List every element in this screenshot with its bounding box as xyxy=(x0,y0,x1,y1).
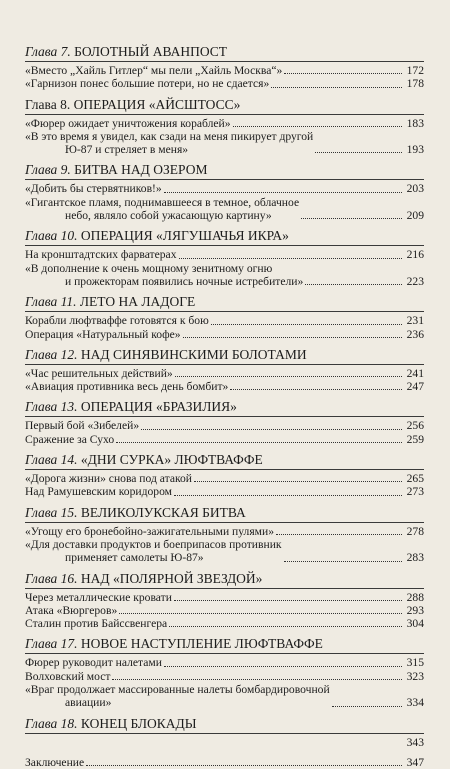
page-number: 241 xyxy=(406,366,424,380)
chapter-number: Глава 10. xyxy=(25,228,78,244)
entry-text-line: «Фюрер ожидает уничтожения кораблей» xyxy=(25,116,231,130)
entry-text xyxy=(25,604,117,617)
chapter-title: НАД «ПОЛЯРНОЙ ЗВЕЗДОЙ» xyxy=(80,570,263,586)
page-number: 304 xyxy=(406,617,424,631)
entry-text xyxy=(25,617,167,630)
chapter-number: Глава 16. xyxy=(25,570,78,586)
entry-text-continuation: небо, являло собой ужасающую картину» xyxy=(65,209,272,223)
leader-dots xyxy=(119,613,402,614)
chapter-section xyxy=(25,227,424,288)
chapter-heading xyxy=(25,504,424,522)
page-number: 259 xyxy=(406,432,424,446)
entry-text xyxy=(25,130,313,157)
toc-entry xyxy=(25,433,424,446)
chapter-number: Глава 14. xyxy=(25,452,78,468)
chapter-section xyxy=(25,451,424,499)
chapter-section xyxy=(25,293,424,341)
leader-dots xyxy=(305,284,402,285)
leader-dots xyxy=(179,258,403,259)
leader-dots xyxy=(174,495,402,496)
page-number: 315 xyxy=(406,656,424,670)
chapter-title: БОЛОТНЫЙ АВАНПОСТ xyxy=(74,44,228,59)
page-number: 183 xyxy=(406,116,424,130)
entry-text xyxy=(25,670,110,683)
chapter-section xyxy=(25,504,424,565)
leader-dots xyxy=(233,126,402,127)
chapter-number: Глава 9. xyxy=(25,162,71,178)
leader-dots xyxy=(284,561,402,562)
chapter-section xyxy=(25,570,424,631)
leader-dots xyxy=(271,87,402,88)
entry-text-line: «Для доставки продуктов и боеприпасов противник xyxy=(25,537,282,551)
entry-text xyxy=(25,538,282,565)
chapter-title: ЛЕТО НА ЛАДОГЕ xyxy=(79,294,196,310)
toc-entry xyxy=(25,736,424,749)
entry-text xyxy=(25,433,114,446)
chapter-title: ОПЕРАЦИЯ «БРАЗИЛИЯ» xyxy=(80,399,237,415)
entry-text-line: Операция «Натуральный кофе» xyxy=(25,327,181,341)
chapter-rule xyxy=(25,245,424,246)
chapter-section xyxy=(25,635,424,709)
page-number: 223 xyxy=(406,274,424,288)
entry-text-line: «В это время я увидел, как сзади на меня пикирует другой xyxy=(25,129,314,143)
chapter-rule xyxy=(25,588,424,589)
chapter-heading xyxy=(25,635,424,653)
page-number: 273 xyxy=(406,485,424,499)
toc-entry xyxy=(25,683,424,710)
toc-entry xyxy=(25,617,424,630)
entry-text-line: «В дополнение к очень мощному зенитному огню xyxy=(25,261,273,275)
entry-text-line: «Гигантское пламя, поднимавшееся в темное, облачное xyxy=(25,195,300,209)
entry-text-continuation: применяет самолеты Ю-87» xyxy=(65,551,204,565)
page-number: 209 xyxy=(406,209,424,223)
toc-entry xyxy=(25,525,424,538)
toc-entry xyxy=(25,77,424,90)
entry-text xyxy=(25,683,330,710)
page-number: 172 xyxy=(406,64,424,77)
chapter-rule xyxy=(25,469,424,470)
entry-text-line: «Угощу его бронебойно-зажигательными пулями» xyxy=(25,524,274,538)
toc-entry xyxy=(25,64,424,77)
entry-text xyxy=(25,117,231,130)
entry-text-continuation: и прожекторам появились ночные истребители» xyxy=(65,274,304,288)
leader-dots xyxy=(86,765,402,766)
page-number: 278 xyxy=(406,524,424,538)
toc-entry xyxy=(25,472,424,485)
chapter-heading xyxy=(25,161,424,179)
entry-text xyxy=(25,656,162,669)
chapter-title: НОВОЕ НАСТУПЛЕНИЕ ЛЮФТВАФФЕ xyxy=(80,636,323,652)
entry-text xyxy=(25,328,181,341)
chapter-heading xyxy=(25,451,424,469)
chapter-rule xyxy=(25,733,424,734)
chapter-heading xyxy=(25,43,424,61)
entry-text-line: На кронштадтских фарватерах xyxy=(25,248,177,262)
toc-entry xyxy=(25,604,424,617)
leader-dots xyxy=(141,429,402,430)
toc-entry xyxy=(25,182,424,195)
entry-text xyxy=(25,262,303,289)
chapter-number: Глава 17. xyxy=(25,636,78,652)
entry-text xyxy=(25,196,299,223)
page-number: 323 xyxy=(406,669,424,683)
chapter-number: Глава 11. xyxy=(25,294,77,310)
page-number: 293 xyxy=(406,603,424,617)
entry-text: Заключение xyxy=(25,755,85,769)
entry-text-line: «Дорога жизни» снова под атакой xyxy=(25,472,193,486)
chapter-rule xyxy=(25,653,424,654)
chapter-title: ВЕЛИКОЛУКСКАЯ БИТВА xyxy=(80,504,246,520)
page-number: 193 xyxy=(406,143,424,157)
leader-dots xyxy=(112,679,402,680)
chapter-heading xyxy=(25,293,424,311)
chapter-section xyxy=(25,398,424,446)
entry-text-line: «Гарнизон понес большие потери, но не сдается» xyxy=(25,77,270,91)
leader-dots xyxy=(332,706,402,707)
entry-text-line: «Враг продолжает массированные налеты бомбардировочной xyxy=(25,683,330,697)
chapter-number: Глава 18. xyxy=(25,715,78,731)
entry-text-line: Корабли люфтваффе готовятся к бою xyxy=(25,314,209,328)
entry-text-line: «Час решительных действий» xyxy=(25,366,173,380)
page-number: 334 xyxy=(406,696,424,710)
chapter-section xyxy=(25,715,424,749)
page-number: 288 xyxy=(406,590,424,604)
chapter-rule xyxy=(25,364,424,365)
toc-entry xyxy=(25,328,424,341)
chapter-heading xyxy=(25,96,424,114)
chapter-section xyxy=(25,43,424,91)
toc-entry xyxy=(25,380,424,393)
entry-text-line: Волховский мост xyxy=(25,669,111,683)
chapter-heading xyxy=(25,570,424,588)
toc-entry xyxy=(25,367,424,380)
leader-dots xyxy=(183,337,402,338)
entry-text xyxy=(25,472,192,485)
chapter-title: БИТВА НАД ОЗЕРОМ xyxy=(74,162,208,178)
toc-entry xyxy=(25,419,424,432)
toc-entry xyxy=(25,314,424,327)
entry-text xyxy=(25,64,282,77)
leader-dots xyxy=(164,192,402,193)
page-number: 247 xyxy=(406,380,424,394)
leader-dots xyxy=(194,481,402,482)
entry-text-line: Сражение за Сухо xyxy=(25,432,115,446)
toc-entry xyxy=(25,130,424,157)
page-number: 231 xyxy=(406,314,424,328)
page-number: 283 xyxy=(406,551,424,565)
chapter-title: ОПЕРАЦИЯ «АЙСШТОСС» xyxy=(73,96,241,112)
entry-text xyxy=(25,182,162,195)
toc-entry xyxy=(25,670,424,683)
entry-text-line: Фюрер руководит налетами xyxy=(25,656,162,670)
leader-dots xyxy=(276,534,402,535)
page-number: 265 xyxy=(406,472,424,486)
chapter-section xyxy=(25,96,424,157)
page-number: 347 xyxy=(406,755,424,769)
chapter-rule xyxy=(25,179,424,180)
toc-entry xyxy=(25,656,424,669)
leader-dots xyxy=(230,389,402,390)
chapter-rule xyxy=(25,61,424,62)
entry-text-line: «Авиация противника весь день бомбит» xyxy=(25,380,229,394)
chapter-rule xyxy=(25,311,424,312)
toc-entry xyxy=(25,262,424,289)
chapter-number: Глава 13. xyxy=(25,399,78,415)
entry-text xyxy=(25,314,209,327)
chapter-heading xyxy=(25,398,424,416)
toc-entry xyxy=(25,538,424,565)
entry-text-line: Первый бой «Зибелей» xyxy=(25,419,140,433)
page-number: 216 xyxy=(406,248,424,262)
entry-text-line: Над Рамушевским коридором xyxy=(25,485,172,499)
chapter-number: Глава 7. xyxy=(25,44,71,59)
leader-dots xyxy=(169,626,402,627)
toc-entry xyxy=(25,196,424,223)
leader-dots xyxy=(164,666,402,667)
entry-text xyxy=(25,367,173,380)
leader-dots xyxy=(174,600,402,601)
chapter-title: КОНЕЦ БЛОКАДЫ xyxy=(80,715,197,731)
entry-text-continuation: Ю-87 и стреляет в меня» xyxy=(65,143,189,157)
chapter-heading xyxy=(25,227,424,245)
page-number: 343 xyxy=(406,735,424,749)
page-number: 256 xyxy=(406,419,424,433)
chapter-title: НАД СИНЯВИНСКИМИ БОЛОТАМИ xyxy=(80,346,307,362)
page-number: 178 xyxy=(406,77,424,91)
chapter-number: Глава 15. xyxy=(25,504,78,520)
chapter-rule xyxy=(25,522,424,523)
entry-text-line: «Добить бы стервятников!» xyxy=(25,182,162,196)
entry-text xyxy=(25,525,274,538)
chapter-title: ОПЕРАЦИЯ «ЛЯГУШАЧЬЯ ИКРА» xyxy=(80,228,289,244)
entry-text xyxy=(25,591,172,604)
page-number: 203 xyxy=(406,182,424,196)
chapter-heading xyxy=(25,715,424,733)
leader-dots xyxy=(301,218,402,219)
chapter-number: Глава 8. xyxy=(25,96,71,112)
entry-text xyxy=(25,248,177,261)
chapter-section xyxy=(25,346,424,394)
toc-entry xyxy=(25,485,424,498)
table-of-contents xyxy=(25,43,424,749)
entry-text xyxy=(25,485,172,498)
entry-text-line: Через металлические кровати xyxy=(25,590,172,604)
toc-entry xyxy=(25,248,424,261)
entry-text-line: Сталин против Байссвенгера xyxy=(25,617,168,631)
toc-entry xyxy=(25,591,424,604)
page-number: 236 xyxy=(406,327,424,341)
chapter-heading xyxy=(25,346,424,364)
leader-dots xyxy=(315,152,402,153)
chapter-rule xyxy=(25,114,424,115)
toc-entry xyxy=(25,117,424,130)
leader-dots xyxy=(211,324,402,325)
entry-text xyxy=(25,380,228,393)
entry-text xyxy=(25,419,139,432)
entry-text-continuation: авиации» xyxy=(65,696,112,710)
entry-text-line: «Вместо „Хайль Гитлер“ мы пели „Хайль Москва“» xyxy=(25,64,283,77)
chapter-section xyxy=(25,161,424,222)
leader-dots xyxy=(284,73,402,74)
chapter-number: Глава 12. xyxy=(25,346,78,362)
entry-text-line: Атака «Вюргеров» xyxy=(25,603,118,617)
chapter-title: «ДНИ СУРКА» ЛЮФТВАФФЕ xyxy=(80,452,263,468)
chapter-rule xyxy=(25,416,424,417)
leader-dots xyxy=(175,376,402,377)
entry-text xyxy=(25,77,269,90)
leader-dots xyxy=(116,442,402,443)
conclusion-entry xyxy=(25,756,424,769)
